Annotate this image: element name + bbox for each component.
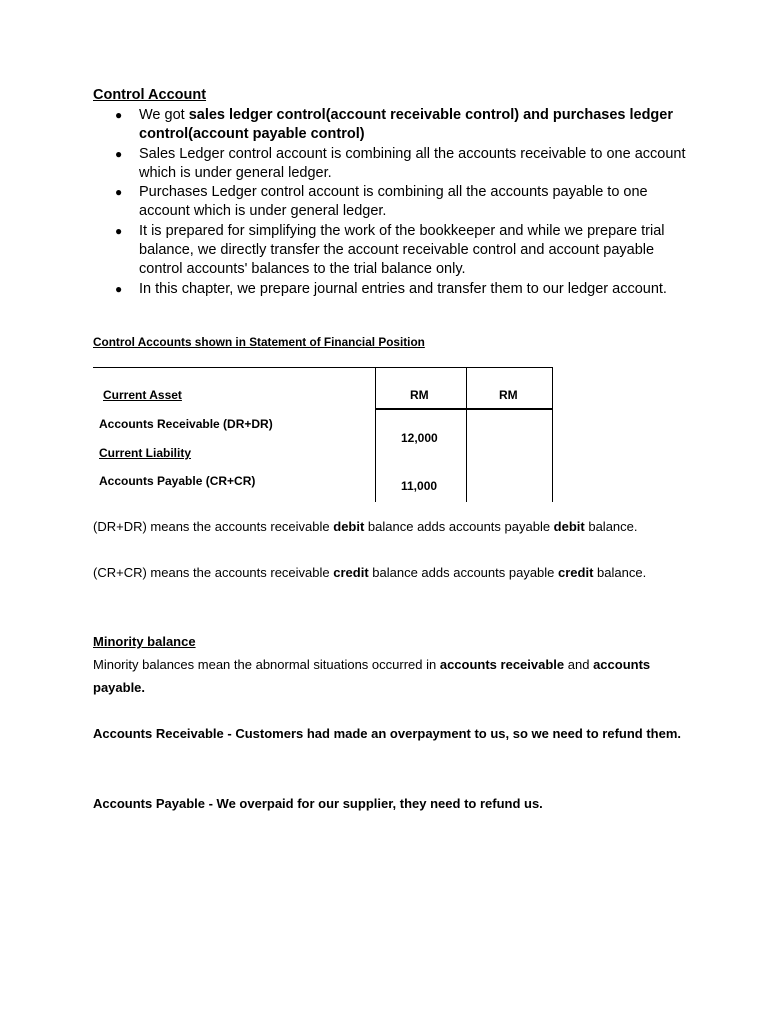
note-text: balance. (593, 565, 647, 580)
minority-ap-text: Accounts Payable - We overpaid for our supplier, they need to refund us. (93, 796, 543, 811)
bullet-text: It is prepared for simplifying the work of the bookkeeper and while we prepare trial balance, we directly transfer the account receivable control and account payable control accounts' balances to the trial balance only. (139, 222, 665, 278)
bullet-text-pre: We got (139, 107, 189, 123)
note-text: balance. (584, 519, 638, 534)
control-account-bullets (93, 106, 693, 299)
note-bold: debit (553, 519, 585, 534)
minority-text: and (564, 657, 594, 672)
bullet-icon: ● (115, 185, 123, 200)
bullet-icon: ● (115, 223, 123, 238)
bullet-item (93, 145, 693, 184)
sfp-heading: Control Accounts shown in Statement of Financial Position (93, 335, 425, 349)
note-text: (DR+DR) means the accounts receivable (93, 519, 334, 534)
minority-description (93, 653, 683, 699)
minority-bold: accounts receivable (439, 657, 565, 672)
minority-ar-text: Accounts Receivable - Customers had made an overpayment to us, so we need to refund them. (93, 726, 682, 741)
minority-heading: Minority balance (93, 634, 196, 649)
table-current-asset-heading: Current Asset (103, 388, 182, 402)
note-bold: debit (333, 519, 365, 534)
table-header-divider (375, 408, 553, 410)
table-ap-value: 11,000 (401, 479, 438, 493)
table-column-divider (466, 367, 467, 502)
section-title-control-account: Control Account (93, 87, 207, 103)
minority-bold: accounts payable. (93, 657, 651, 695)
bullet-text: Purchases Ledger control account is combining all the accounts payable to one account which is under general ledger. (139, 184, 648, 220)
table-ap-label: Accounts Payable (CR+CR) (99, 474, 256, 488)
note-text: balance adds accounts payable (364, 519, 554, 534)
table-right-border (552, 367, 553, 502)
note-crcr (93, 561, 683, 584)
table-current-liability-heading: Current Liability (99, 446, 192, 460)
bullet-icon: ● (115, 146, 123, 161)
note-bold: credit (333, 565, 369, 580)
table-top-border (93, 367, 553, 368)
bullet-item (93, 222, 693, 280)
bullet-icon: ● (115, 281, 123, 296)
note-bold: credit (558, 565, 594, 580)
bullet-text: Sales Ledger control account is combining all the accounts receivable to one account which is under general ledger. (139, 145, 686, 181)
table-ar-value: 12,000 (401, 431, 438, 445)
note-text: balance adds accounts payable (368, 565, 559, 580)
bullet-icon: ● (115, 108, 123, 122)
minority-text: Minority balances mean the abnormal situations occurred in (93, 657, 440, 672)
table-ar-label: Accounts Receivable (DR+DR) (99, 417, 273, 431)
bullet-item (93, 106, 693, 145)
table-col2-header: RM (499, 388, 518, 402)
table-column-divider (375, 367, 376, 502)
bullet-text: In this chapter, we prepare journal entries and transfer them to our ledger account. (139, 280, 667, 297)
bullet-text-bold: sales ledger control(account receivable control) and purchases ledger control(account payable control) (139, 107, 673, 143)
note-drdr (93, 515, 683, 538)
bullet-item (93, 280, 693, 299)
bullet-item (93, 183, 693, 222)
table-col1-header: RM (410, 388, 429, 402)
note-text: (CR+CR) means the accounts receivable (93, 565, 334, 580)
